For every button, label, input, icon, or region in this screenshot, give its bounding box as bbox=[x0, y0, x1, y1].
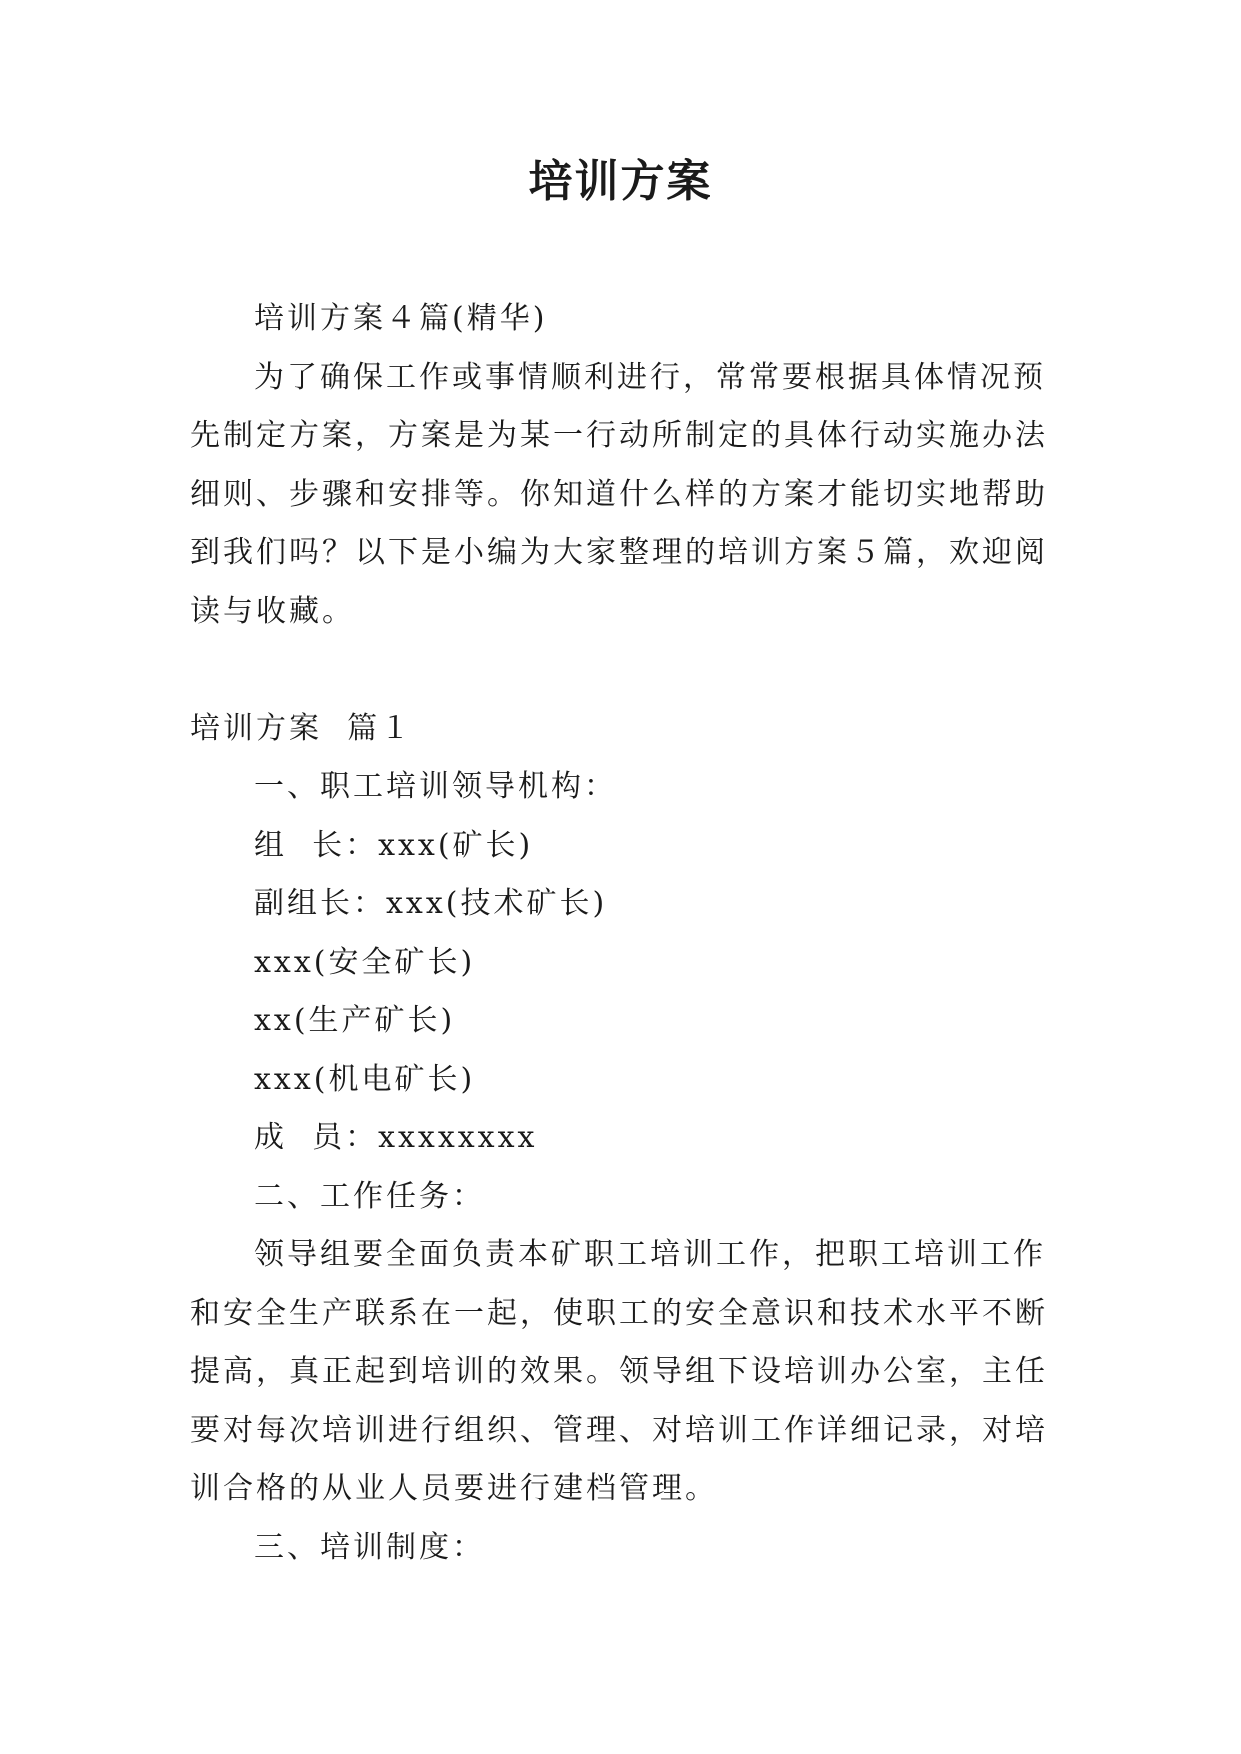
org-electrical: xxx(机电矿长) bbox=[254, 1061, 476, 1097]
paragraph-spacer bbox=[190, 641, 1056, 700]
org-deputy: 副组长：xxx(技术矿长) bbox=[254, 886, 608, 921]
org-leader: 组 长：xxx(矿长) bbox=[254, 827, 534, 863]
org-production: xx(生产矿长) bbox=[254, 1003, 456, 1038]
org-title: 一、职工培训领导机构： bbox=[254, 769, 617, 804]
org-safety: xxx(安全矿长) bbox=[254, 944, 476, 980]
intro-paragraph: 为了确保工作或事情顺利进行，常常要根据具体情况预先制定方案，方案是为某一行动所制定的具体行动实施办法细则、步骤和安排等。你知道什么样的方案才能切实地帮助到我们吗？以下是小编为大家整理的培训方案５篇，欢迎阅读与收藏。 bbox=[190, 359, 1048, 629]
section-heading: 培训方案 篇１ bbox=[190, 710, 414, 746]
document-title: 培训方案 bbox=[528, 156, 713, 207]
task-body: 领导组要全面负责本矿职工培训工作，把职工培训工作和安全生产联系在一起，使职工的安全意识和技术水平不断提高，真正起到培训的效果。领导组下设培训办公室，主任要对每次培训进行组织、管理、对培训工作详细记录，对培训合格的从业人员要进行建档管理。 bbox=[190, 1237, 1048, 1506]
org-members: 成 员：xxxxxxxx bbox=[254, 1120, 538, 1155]
system-title: 三、培训制度： bbox=[254, 1529, 485, 1565]
document-body bbox=[190, 290, 1056, 1577]
document-subtitle: 培训方案４篇(精华) bbox=[254, 301, 548, 336]
task-title: 二、工作任务： bbox=[254, 1178, 485, 1214]
